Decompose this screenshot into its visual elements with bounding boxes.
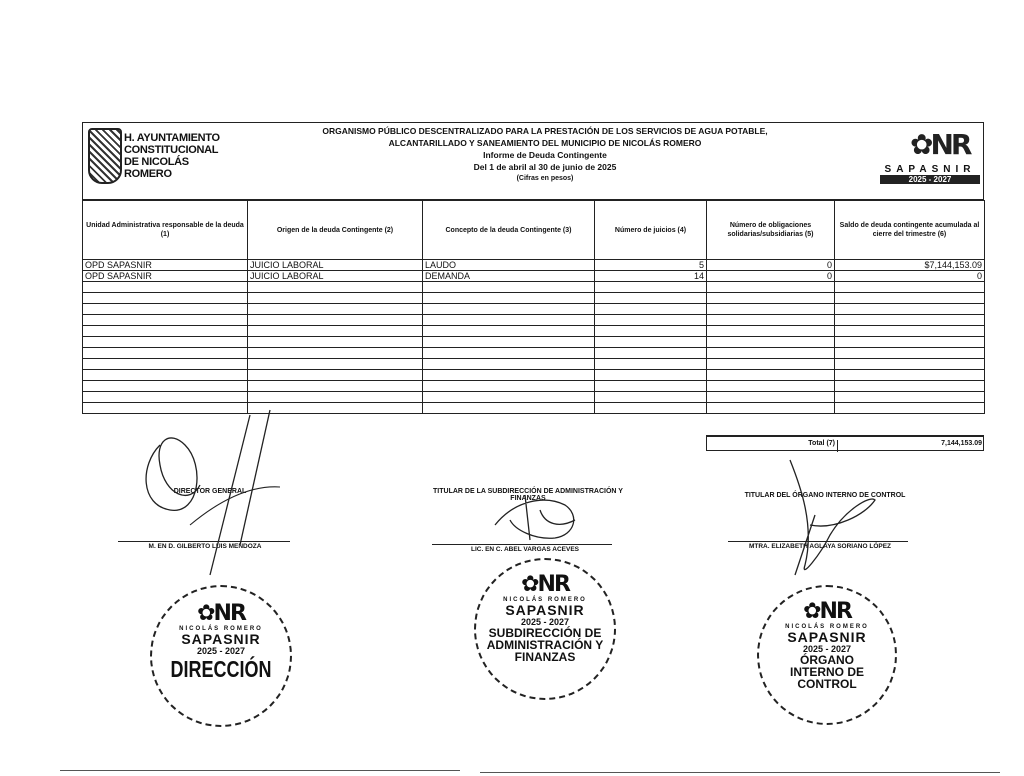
handwritten-signature-director <box>130 405 300 595</box>
stamp-name: SAPASNIR <box>181 631 261 647</box>
report-period: Del 1 de abril al 30 de junio de 2025 <box>473 162 617 172</box>
stamp-logo-icon: ✿NR <box>803 599 851 624</box>
report-title-block <box>250 125 840 185</box>
organism-name-line1: ORGANISMO PÚBLICO DESCENTRALIZADO PARA LA PRESTACIÓN DE LOS SERVICIOS DE AGUA POTABLE, <box>322 126 768 136</box>
empty-row <box>83 315 985 326</box>
cell-unit: OPD SAPASNIR <box>83 260 248 271</box>
handwritten-signature-control <box>775 455 885 585</box>
cell-balance: 0 <box>835 271 985 282</box>
table-row <box>83 260 985 271</box>
table-row <box>83 271 985 282</box>
stamp-years: 2025 - 2027 <box>196 646 246 656</box>
cell-lawsuits: 14 <box>595 271 707 282</box>
total-value: 7,144,153.09 <box>837 440 982 452</box>
signature-title-control: TITULAR DEL ÓRGANO INTERNO DE CONTROL <box>744 492 906 499</box>
cell-balance: $7,144,153.09 <box>835 260 985 271</box>
cell-obligations: 0 <box>707 260 835 271</box>
column-header-origin: Origen de la deuda Contingente (2) <box>248 201 423 260</box>
signature-title-finance: TITULAR DE LA SUBDIRECCIÓN DE ADMINISTRACIÓN Y FINANZAS <box>433 488 623 502</box>
empty-row <box>83 381 985 392</box>
stamp-organo-control <box>757 585 897 725</box>
empty-row <box>83 348 985 359</box>
scan-edge-line <box>60 770 460 771</box>
empty-row <box>83 359 985 370</box>
contingent-debt-table <box>82 200 985 414</box>
total-row <box>706 435 984 451</box>
column-header-lawsuits: Número de juicios (4) <box>595 201 707 260</box>
empty-row <box>83 282 985 293</box>
cell-concept: DEMANDA <box>423 271 595 282</box>
stamp-subdireccion <box>474 558 616 700</box>
column-header-unit: Unidad Administrativa responsable de la deuda (1) <box>83 201 248 260</box>
municipality-logo <box>88 126 228 186</box>
signature-name-control: MTRA. ELIZABETH AGLAYA SORIANO LÓPEZ <box>748 543 892 550</box>
empty-row <box>83 392 985 403</box>
stamp-direccion <box>150 585 292 727</box>
cell-lawsuits: 5 <box>595 260 707 271</box>
column-header-balance: Saldo de deuda contingente acumulada al cierre del trimestre (6) <box>835 201 985 260</box>
stamp-area: ÓRGANO INTERNO DE CONTROL <box>789 653 864 691</box>
stamp-band: NICOLÁS ROMERO <box>179 626 263 632</box>
cell-obligations: 0 <box>707 271 835 282</box>
stamp-band: NICOLÁS ROMERO <box>503 597 587 603</box>
stamp-area: SUBDIRECCIÓN DE ADMINISTRACIÓN Y FINANZAS <box>486 626 604 664</box>
signature-title-director: DIRECTOR GENERAL <box>173 488 247 495</box>
municipality-name: H. AYUNTAMIENTO CONSTITUCIONAL DE NICOLÁS ROMERO <box>124 132 220 180</box>
stamp-band: NICOLÁS ROMERO <box>785 624 869 630</box>
signature-name-finance: LIC. EN C. ABEL VARGAS ACEVES <box>471 546 579 553</box>
report-title: Informe de Deuda Contingente <box>483 150 607 160</box>
cell-origin: JUICIO LABORAL <box>248 260 423 271</box>
signature-name-director: M. EN D. GILBERTO LUIS MENDOZA <box>148 543 262 550</box>
cell-unit: OPD SAPASNIR <box>83 271 248 282</box>
column-header-obligations: Número de obligaciones solidarias/subsidiarias (5) <box>707 201 835 260</box>
sapasnir-logo-years: 2025 - 2027 <box>880 175 980 184</box>
stamp-name: SAPASNIR <box>505 602 585 618</box>
cell-concept: LAUDO <box>423 260 595 271</box>
stamp-years: 2025 - 2027 <box>520 617 570 627</box>
empty-row <box>83 326 985 337</box>
stamp-years: 2025 - 2027 <box>802 644 852 654</box>
stamp-area: DIRECCIÓN <box>170 656 272 682</box>
coat-of-arms-icon <box>88 128 122 184</box>
table-header-row <box>83 201 985 260</box>
report-units: (Cifras en pesos) <box>516 175 574 182</box>
scan-edge-line <box>480 772 1000 773</box>
stamp-logo-icon: ✿NR <box>197 601 245 626</box>
stamp-logo-icon: ✿NR <box>521 572 569 597</box>
cell-origin: JUICIO LABORAL <box>248 271 423 282</box>
organism-name-line2: ALCANTARILLADO Y SANEAMIENTO DEL MUNICIPIO DE NICOLÁS ROMERO <box>388 138 702 148</box>
sapasnir-logo-icon: ✿NR <box>910 128 970 161</box>
empty-row <box>83 370 985 381</box>
total-label: Total (7) <box>808 440 835 447</box>
empty-row <box>83 304 985 315</box>
stamp-name: SAPASNIR <box>787 629 867 645</box>
empty-row <box>83 337 985 348</box>
sapasnir-logo <box>880 124 980 184</box>
handwritten-signature-finance <box>485 490 595 550</box>
empty-row <box>83 293 985 304</box>
sapasnir-logo-name: SAPASNIR <box>884 164 976 175</box>
column-header-concept: Concepto de la deuda Contingente (3) <box>423 201 595 260</box>
